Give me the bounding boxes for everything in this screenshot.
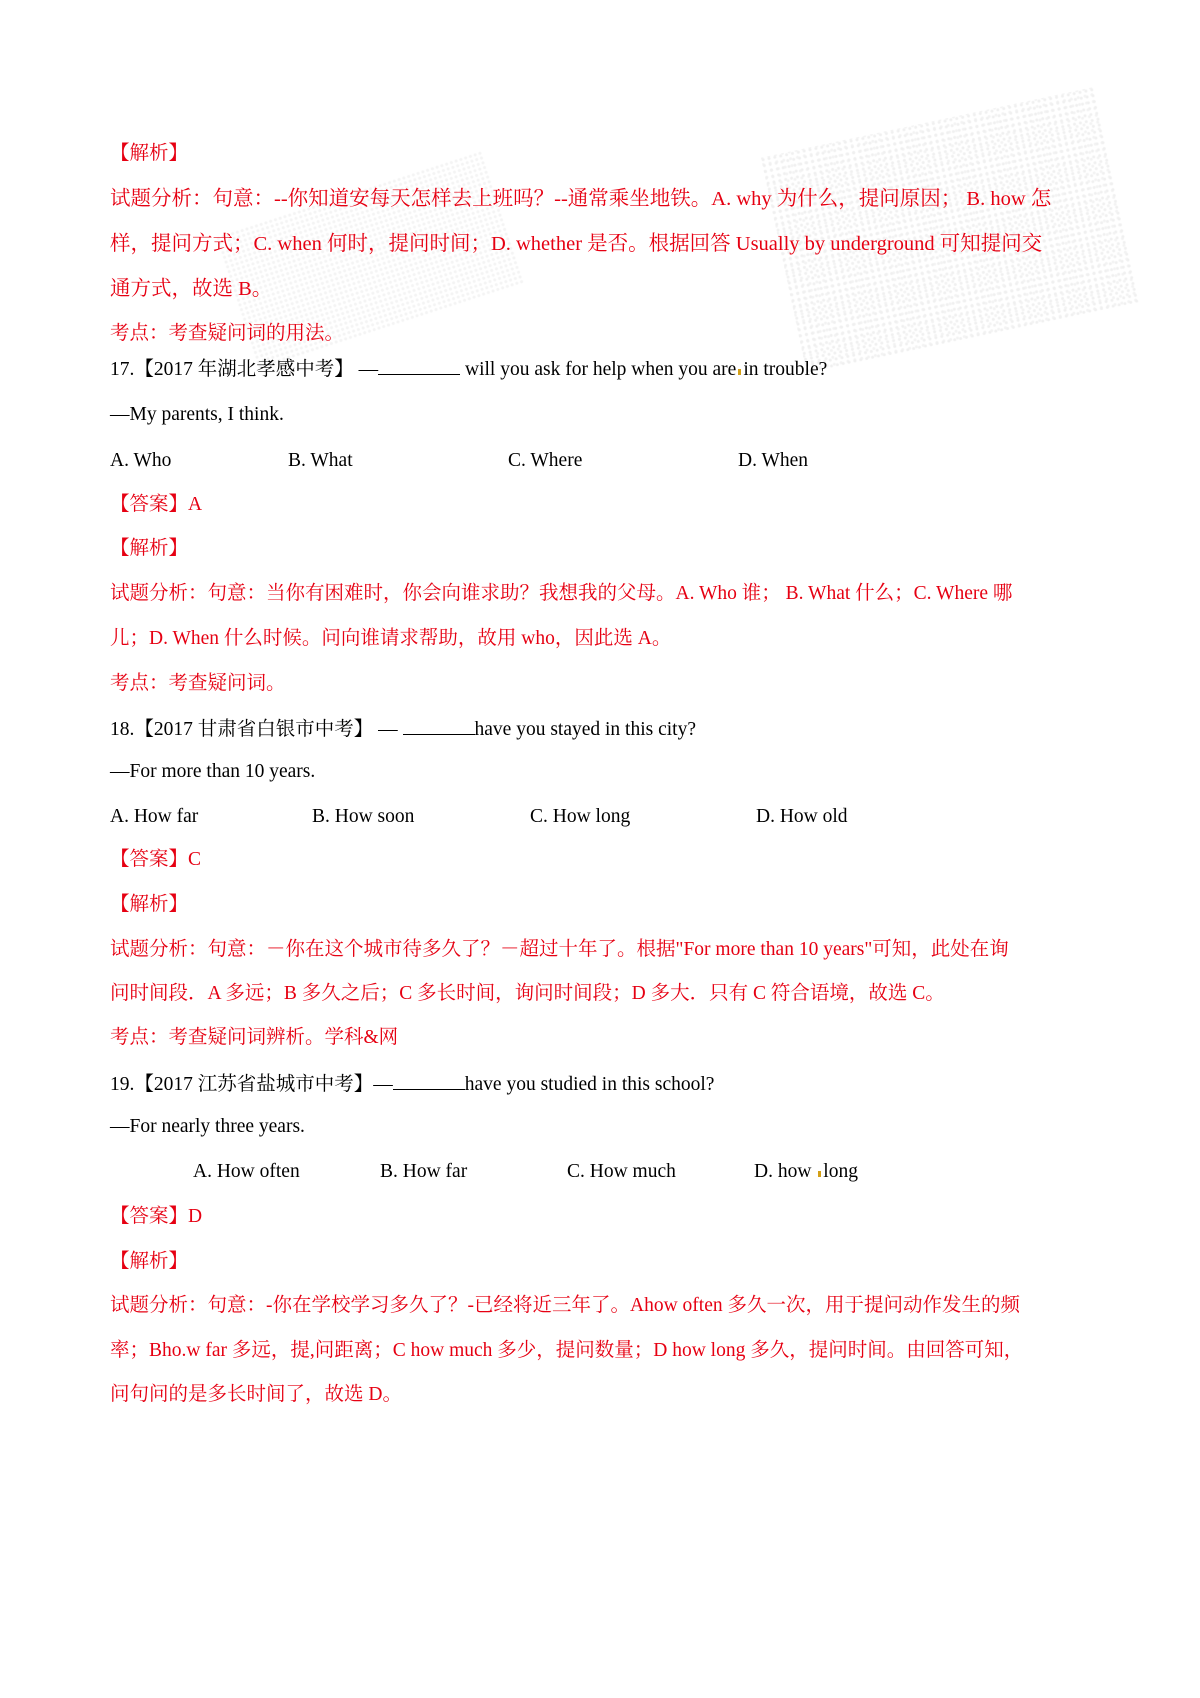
knowledge-point: 考点：考查疑问词辨析。学科&网 [110, 1027, 399, 1048]
question-19-stem: 19.【2017 江苏省盐城市中考】— have you studied in this school? [110, 1071, 1110, 1097]
knowledge-point: 考点：考查疑问词。 [110, 673, 286, 694]
analysis-text: 儿；D. When 什么时候。问向谁请求帮助，故用 who，因此选 A。 [110, 628, 672, 649]
answer-label: 【答案】 [110, 849, 189, 870]
option-c: C. How much [567, 1161, 676, 1182]
question-number: 19. [110, 1074, 135, 1095]
option-b: B. How soon [312, 806, 415, 827]
analysis-text: 试题分析：句意：--你知道安每天怎样去上班吗？--通常乘坐地铁。A. why 为什么，提问原因； B. how 怎 [110, 188, 1052, 210]
analysis-text: 试题分析：句意：当你有困难时，你会向谁求助？我想我的父母。A. Who 谁； B. What 什么；C. Where 哪 [110, 583, 1013, 604]
answer-blank [393, 1071, 465, 1090]
answer-line [110, 493, 1110, 517]
analysis-text: 问句问的是多长时间了，故选 D。 [110, 1384, 402, 1405]
knowledge-point: 考点：考查疑问词的用法。 [110, 323, 345, 344]
question-17-stem: 17.【2017 年湖北孝感中考】 — will you ask for help when you are in trouble? [110, 356, 1110, 382]
option-d: D. When [738, 450, 809, 471]
option-c: C. Where [508, 450, 583, 471]
question-source: 【2017 甘肃省白银市中考】 [134, 719, 374, 740]
option-c: C. How long [530, 806, 631, 827]
answer-label: 【答案】 [110, 494, 189, 515]
option-b: B. What [288, 450, 353, 471]
analysis-text: 试题分析：句意：-你在学校学习多久了？-已经将近三年了。Ahow often 多久一次，用于提问动作发生的频 [110, 1295, 1020, 1316]
question-number: 17. [110, 359, 135, 380]
question-source: 【2017 年湖北孝感中考】 [134, 359, 354, 380]
analysis-text: 样，提问方式；C. when 何时，提问时间；D. whether 是否。根据回答 Usually by underground 可知提问交 [110, 233, 1043, 255]
analysis-heading: 【解析】 [110, 1251, 189, 1272]
answer-blank [403, 716, 475, 735]
answer-blank [378, 356, 460, 375]
analysis-heading: 【解析】 [110, 894, 189, 915]
analysis-text: 试题分析：句意：－你在这个城市待多久了？－超过十年了。根据"For more than 10 years"可知，此处在询 [110, 939, 1009, 960]
option-b: B. How far [380, 1161, 468, 1182]
mark-dot [818, 1171, 821, 1177]
question-18-reply: —For more than 10 years. [110, 761, 316, 782]
answer-line [110, 848, 1110, 872]
analysis-text: 率；Bho.w far 多远，提,问距离；C how much 多少，提问数量；D how long 多久，提问时间。由回答可知， [110, 1340, 1024, 1361]
analysis-heading: 【解析】 [110, 538, 189, 559]
option-d: D. How old [756, 806, 848, 827]
analysis-text: 问时间段．A 多远；B 多久之后；C 多长时间，询问时间段；D 多大．只有 C 符合语境，故选 C。 [110, 983, 945, 1004]
question-number: 18. [110, 719, 135, 740]
answer-label: 【答案】 [110, 1206, 189, 1227]
question-18-stem: 18.【2017 甘肃省白银市中考】 — have you stayed in this city? [110, 716, 1110, 742]
answer-value: D [188, 1206, 203, 1227]
option-a: A. Who [110, 450, 172, 471]
analysis-heading: 【解析】 [110, 143, 189, 164]
question-source: 【2017 江苏省盐城市中考】 [134, 1074, 374, 1095]
analysis-text: 通方式，故选 B。 [110, 278, 273, 300]
answer-value: A [188, 494, 203, 515]
option-a: A. How often [193, 1161, 300, 1182]
option-d: D. how long [754, 1161, 858, 1182]
answer-line [110, 1205, 1110, 1229]
answer-value: C [188, 849, 202, 870]
question-19-reply: —For nearly three years. [110, 1116, 305, 1137]
mark-dot [738, 369, 741, 375]
option-a: A. How far [110, 806, 199, 827]
question-17-reply: —My parents, I think. [110, 404, 284, 425]
